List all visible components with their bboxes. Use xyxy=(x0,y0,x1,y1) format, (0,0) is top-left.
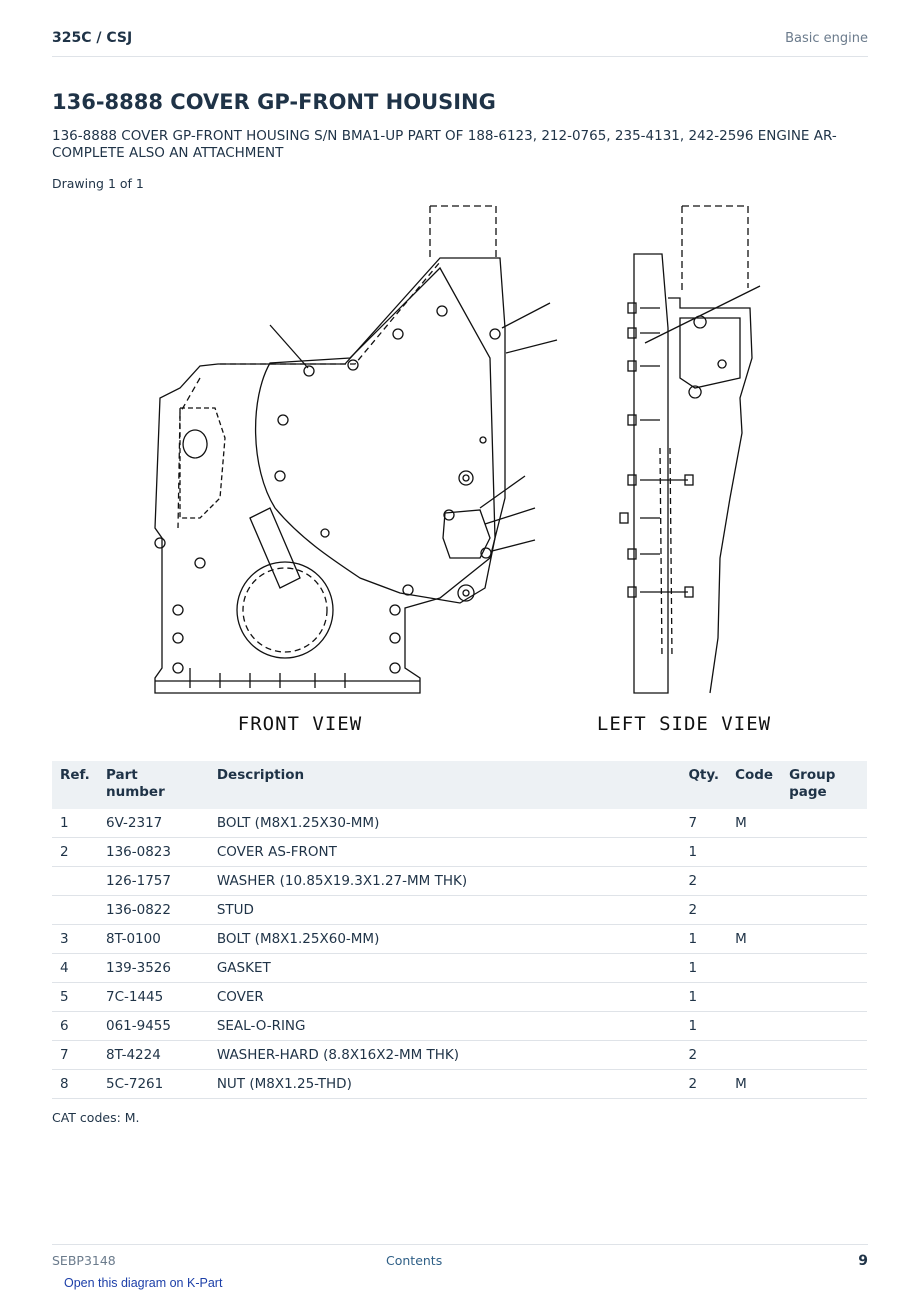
cell-description: BOLT (M8X1.25X30-MM) xyxy=(209,809,681,838)
page-subtitle: 136-8888 COVER GP-FRONT HOUSING S/N BMA1-UP PART OF 188-6123, 212-0765, 235-4131, 242-2596 ENGINE AR-COMPLETE ALSO AN ATTACHMENT xyxy=(52,128,837,161)
cell-code xyxy=(727,983,781,1012)
parts-table xyxy=(52,761,867,1099)
page-header xyxy=(52,28,868,57)
drawing-label: Drawing 1 of 1 xyxy=(52,176,144,191)
cell-part-number: 061-9455 xyxy=(98,1012,209,1041)
contents-link[interactable]: Contents xyxy=(386,1253,443,1268)
cell-qty: 2 xyxy=(680,896,727,925)
cell-code xyxy=(727,954,781,983)
document-id: SEBP3148 xyxy=(52,1253,116,1268)
column-header-part-number: Part number xyxy=(98,761,209,809)
cell-description: NUT (M8X1.25-THD) xyxy=(209,1070,681,1099)
cell-description: BOLT (M8X1.25X60-MM) xyxy=(209,925,681,954)
cell-group-page xyxy=(781,809,867,838)
front-view-caption: FRONT VIEW xyxy=(237,713,363,735)
page-title: 136-8888 COVER GP-FRONT HOUSING xyxy=(52,90,496,114)
cell-code xyxy=(727,896,781,925)
cell-part-number: 136-0822 xyxy=(98,896,209,925)
cell-part-number: 136-0823 xyxy=(98,838,209,867)
cell-part-number: 8T-0100 xyxy=(98,925,209,954)
left-side-view-caption: LEFT SIDE VIEW xyxy=(596,713,772,735)
cell-part-number: 7C-1445 xyxy=(98,983,209,1012)
cell-ref: 8 xyxy=(52,1070,98,1099)
table-row xyxy=(52,1070,867,1099)
table-row xyxy=(52,983,867,1012)
cell-qty: 1 xyxy=(680,925,727,954)
cell-description: SEAL-O-RING xyxy=(209,1012,681,1041)
column-header-code: Code xyxy=(727,761,781,809)
cat-codes-note: CAT codes: M. xyxy=(52,1110,140,1125)
cell-code: M xyxy=(727,1070,781,1099)
table-row xyxy=(52,925,867,954)
cell-group-page xyxy=(781,1070,867,1099)
cell-group-page xyxy=(781,925,867,954)
section-label: Basic engine xyxy=(785,31,868,46)
cell-code xyxy=(727,867,781,896)
cell-group-page xyxy=(781,1041,867,1070)
cell-group-page xyxy=(781,867,867,896)
cell-ref xyxy=(52,896,98,925)
cell-ref: 3 xyxy=(52,925,98,954)
cell-qty: 1 xyxy=(680,1012,727,1041)
cell-ref: 2 xyxy=(52,838,98,867)
cell-description: COVER AS-FRONT xyxy=(209,838,681,867)
cell-qty: 1 xyxy=(680,954,727,983)
open-in-kpart-link[interactable]: Open this diagram on K-Part xyxy=(64,1276,223,1290)
cell-qty: 7 xyxy=(680,809,727,838)
cell-group-page xyxy=(781,1012,867,1041)
cell-description: STUD xyxy=(209,896,681,925)
left-side-view-drawing xyxy=(620,206,760,693)
table-row xyxy=(52,954,867,983)
cell-code xyxy=(727,838,781,867)
table-row xyxy=(52,838,867,867)
cell-ref: 6 xyxy=(52,1012,98,1041)
page-footer xyxy=(52,1244,868,1275)
cell-part-number: 5C-7261 xyxy=(98,1070,209,1099)
cell-description: WASHER (10.85X19.3X1.27-MM THK) xyxy=(209,867,681,896)
table-row xyxy=(52,867,867,896)
cell-ref: 5 xyxy=(52,983,98,1012)
column-header-description: Description xyxy=(209,761,681,809)
cell-part-number: 8T-4224 xyxy=(98,1041,209,1070)
cell-ref: 1 xyxy=(52,809,98,838)
cell-part-number: 139-3526 xyxy=(98,954,209,983)
cell-group-page xyxy=(781,838,867,867)
cell-code: M xyxy=(727,925,781,954)
cell-description: GASKET xyxy=(209,954,681,983)
cell-part-number: 6V-2317 xyxy=(98,809,209,838)
cell-ref: 7 xyxy=(52,1041,98,1070)
table-row xyxy=(52,809,867,838)
cell-code: M xyxy=(727,809,781,838)
cell-description: COVER xyxy=(209,983,681,1012)
front-view-drawing xyxy=(155,206,557,693)
column-header-ref: Ref. xyxy=(52,761,98,809)
table-row xyxy=(52,896,867,925)
column-header-group-page: Group page xyxy=(781,761,867,809)
cell-group-page xyxy=(781,896,867,925)
cell-code xyxy=(727,1041,781,1070)
cell-qty: 2 xyxy=(680,867,727,896)
breadcrumb: 325C / CSJ xyxy=(52,30,133,46)
cell-qty: 1 xyxy=(680,983,727,1012)
table-row xyxy=(52,1012,867,1041)
cell-group-page xyxy=(781,983,867,1012)
cell-ref: 4 xyxy=(52,954,98,983)
cell-qty: 2 xyxy=(680,1070,727,1099)
page-number: 9 xyxy=(858,1253,868,1269)
cell-part-number: 126-1757 xyxy=(98,867,209,896)
cell-code xyxy=(727,1012,781,1041)
cell-group-page xyxy=(781,954,867,983)
table-row xyxy=(52,1041,867,1070)
cell-ref xyxy=(52,867,98,896)
cell-qty: 2 xyxy=(680,1041,727,1070)
cell-qty: 1 xyxy=(680,838,727,867)
parts-diagram xyxy=(140,198,800,748)
column-header-qty: Qty. xyxy=(680,761,727,809)
cell-description: WASHER-HARD (8.8X16X2-MM THK) xyxy=(209,1041,681,1070)
table-header-row xyxy=(52,761,867,809)
